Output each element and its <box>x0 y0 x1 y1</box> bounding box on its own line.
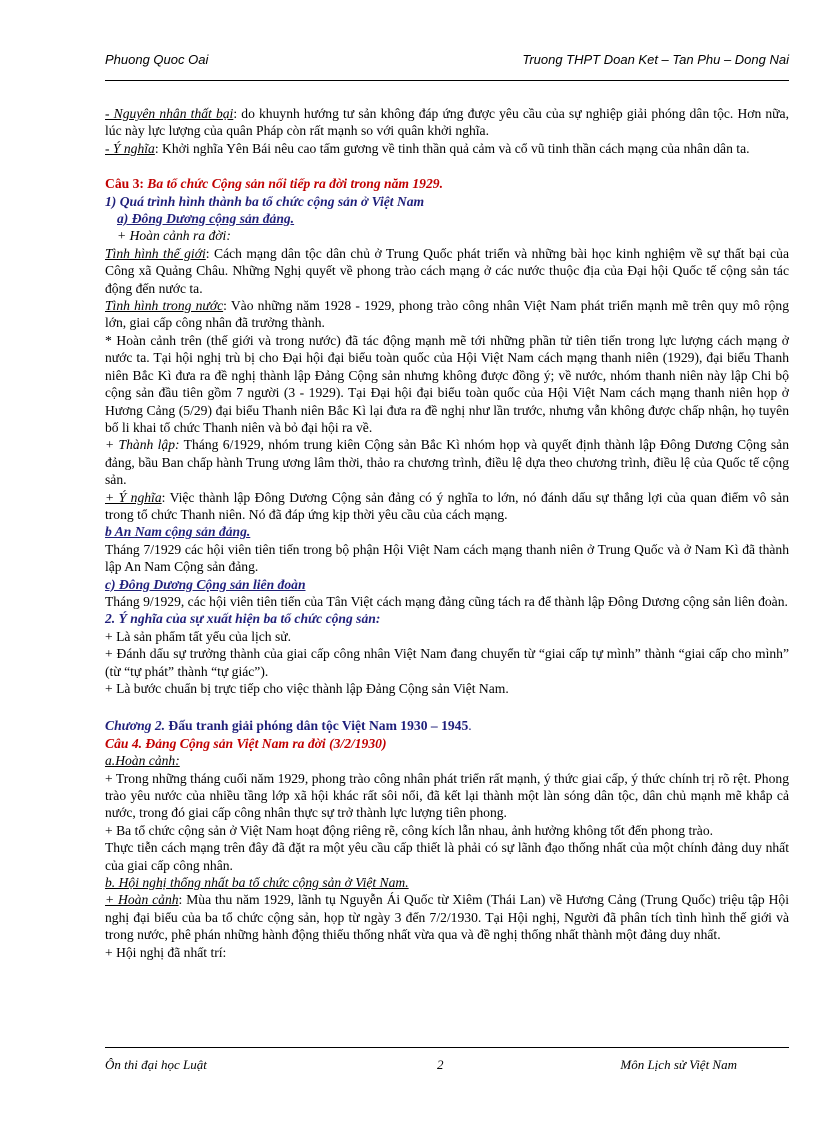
paragraph <box>105 489 789 524</box>
paragraph: Tháng 9/1929, các hội viên tiên tiến của Tân Việt cách mạng đảng cũng tách ra để thành lập Đông Dương cộng sản liên đoàn. <box>105 593 788 609</box>
term-label: + Thành lập: <box>105 437 180 453</box>
header-author: Phuong Quoc Oai <box>105 52 209 67</box>
page-footer <box>105 1047 789 1072</box>
term-label: - Ý nghĩa <box>105 140 155 156</box>
page-header <box>105 52 789 81</box>
chapter-heading <box>105 717 789 734</box>
term-label: Tình hình thế giới <box>105 245 206 261</box>
chapter-label: Chương 2. <box>105 718 166 734</box>
paragraph-text: : Cách mạng dân tộc dân chủ ở Trung Quốc phát triển và những bài học kinh nghiệm về sự thất bại của Công xã Quảng Châu. Những Nghị quyết về phong trào cách mạng ở các nước thuộc địa của Đại hội Quốc tế cộng sản tác động đến nước ta. <box>105 245 789 296</box>
list-item: + Là sản phẩm tất yếu của lịch sử. <box>105 628 292 644</box>
chapter-dot: . <box>468 718 472 734</box>
term-label: + Ý nghĩa <box>105 489 162 505</box>
paragraph: Thực tiễn cách mạng trên đây đã đặt ra một yêu cầu cấp thiết là phải có sự lãnh đạo thống nhất của một chính đảng duy nhất của giai cấp công nhân. <box>105 840 789 873</box>
list-item: + Hội nghị đã nhất trí: <box>105 944 227 960</box>
paragraph <box>105 105 789 140</box>
paragraph-text: : do khuynh hướng tư sản không đáp ứng được yêu cầu của sự nghiệp giải phóng dân tộc. Hơn nữa, lúc này lực lượng của quân Pháp còn rất mạnh so với quân khởi nghĩa. <box>105 106 789 139</box>
paragraph <box>105 436 789 488</box>
paragraph-text: : Khởi nghĩa Yên Bái nêu cao tấm gương về tinh thần quả cảm và cổ vũ tinh thần cách mạng của nhân dân ta. <box>154 140 750 156</box>
page-number: 2 <box>437 1057 444 1072</box>
question-title: Ba tổ chức Cộng sản nối tiếp ra đời trong năm 1929. <box>143 176 443 192</box>
footer-left: Ôn thi đại học Luật <box>105 1057 207 1072</box>
subsection-heading: b. Hội nghị thống nhất ba tổ chức cộng sản ở Việt Nam. <box>105 875 409 891</box>
document-body <box>105 105 789 961</box>
paragraph: * Hoàn cảnh trên (thế giới và trong nước) đã tác động mạnh mẽ tới những phần tử tiên tiến trong lực lượng cách mạng ở nước ta. Tại hội nghị trù bị cho Đại hội đại biểu toàn quốc của Hội Việt Nam cách mạng thanh niên (1929), đại biểu Thanh niên Bắc Kì đưa ra đề nghị thành lập Đảng Cộng sản nhưng không được đồng ý; về nước, nhóm thanh niên này lập Chi bộ cộng sản đầu tiên gồm 7 người (3 - 1929). Tại Đại hội đại biểu toàn quốc của Hội Việt Nam cách mạng thanh niên họp ở Hương Cảng (5/29) đại biểu Thanh niên Bắc Kì lại đưa ra đề nghị như lần trước, nhưng vẫn không được chấp nhận, họ tuyên bố li khai tổ chức Thanh niên và bỏ đại hội ra về. <box>105 332 789 435</box>
footer-right: Môn Lịch sử Việt Nam <box>620 1057 737 1072</box>
list-item: + Ba tổ chức cộng sản ở Việt Nam hoạt động riêng rẽ, công kích lẫn nhau, ảnh hưởng không tốt đến phong trào. <box>105 822 714 838</box>
question-heading: Câu 4. Đảng Cộng sản Việt Nam ra đời (3/2/1930) <box>105 735 387 751</box>
paragraph <box>105 891 789 943</box>
subheading: + Hoàn cảnh ra đời: <box>117 228 231 244</box>
term-label: - Nguyên nhân thất bại <box>105 106 234 121</box>
section-heading: 1) Quá trình hình thành ba tổ chức cộng sản ở Việt Nam <box>105 193 425 209</box>
term-label: Tình hình trong nước <box>105 298 224 314</box>
paragraph <box>105 245 789 297</box>
list-item: + Là bước chuẩn bị trực tiếp cho việc thành lập Đảng Cộng sản Việt Nam. <box>105 681 509 696</box>
question-label: Câu 3: <box>105 176 144 192</box>
paragraph <box>105 140 789 157</box>
subsection-heading: c) Đông Dương Cộng sản liên đoàn <box>105 576 306 592</box>
paragraph <box>105 297 789 332</box>
list-item: + Đánh dấu sự trưởng thành của giai cấp công nhân Việt Nam đang chuyển từ “giai cấp tự mình” thành “giai cấp cho mình” (từ “tự phát” thành “tự giác”). <box>105 646 789 679</box>
chapter-title: Đấu tranh giải phóng dân tộc Việt Nam 1930 – 1945 <box>165 718 469 734</box>
subsection-heading: a.Hoàn cảnh: <box>105 753 180 769</box>
header-school: Truong THPT Doan Ket – Tan Phu – Dong Nai <box>522 52 789 67</box>
section-heading: 2. Ý nghĩa của sự xuất hiện ba tổ chức cộng sản: <box>105 611 381 627</box>
term-label: + Hoàn cảnh <box>105 892 179 908</box>
question-heading <box>105 175 789 192</box>
paragraph-text: : Mùa thu năm 1929, lãnh tụ Nguyễn Ái Quốc từ Xiêm (Thái Lan) về Hương Cảng (Trung Quốc) triệu tập Hội nghị đại biểu của ba tổ chức cộng sản, họp từ ngày 3 đến 7/2/1930. Tại Hội nghị, Người đã phân tích tình hình thế giới và trong nước, phê phán những hành động thiếu thống nhất vừa qua và đề nghị thống nhất thành một đảng duy nhất. <box>105 892 789 943</box>
paragraph-text: Tháng 6/1929, nhóm trung kiên Cộng sản Bắc Kì nhóm họp và quyết định thành lập Đông Dương Cộng sản đảng, bầu Ban chấp hành Trung ương lâm thời, thảo ra chương trình, điều lệ dựa theo chương trình, điều lệ của Quốc tế cộng sản. <box>105 437 790 488</box>
paragraph-text: : Việc thành lập Đông Dương Cộng sản đảng có ý nghĩa to lớn, nó đánh dấu sự thắng lợi của quan điểm vô sản trong tổ chức Thanh niên. Nó đã đáp ứng kịp thời yêu cầu của cách mạng. <box>105 489 789 522</box>
paragraph-text: : Vào những năm 1928 - 1929, phong trào công nhân Việt Nam phát triển mạnh mẽ trên quy mô rộng lớn, giai cấp công nhân đã trưởng thành. <box>105 298 790 331</box>
list-item: + Trong những tháng cuối năm 1929, phong trào công nhân phát triển rất mạnh, ý thức giai cấp, ý thức chính trị rõ rệt. Phong trào yêu nước của nhiều tầng lớp xã hội khác rất sôi nổi, đã kết lại thành một làn sóng dân tộc, dân chủ mạnh mẽ khắp cả nước, trong đó giai cấp công nhân thực sự trở thành lực lượng tiên phong. <box>105 770 789 821</box>
paragraph: Tháng 7/1929 các hội viên tiên tiến trong bộ phận Hội Việt Nam cách mạng thanh niên ở Trung Quốc và ở Nam Kì đã thành lập An Nam Cộng sản đảng. <box>105 541 789 575</box>
subsection-heading: a) Đông Dương cộng sản đảng. <box>117 211 295 227</box>
subsection-heading: b An Nam cộng sản đảng. <box>105 524 251 540</box>
